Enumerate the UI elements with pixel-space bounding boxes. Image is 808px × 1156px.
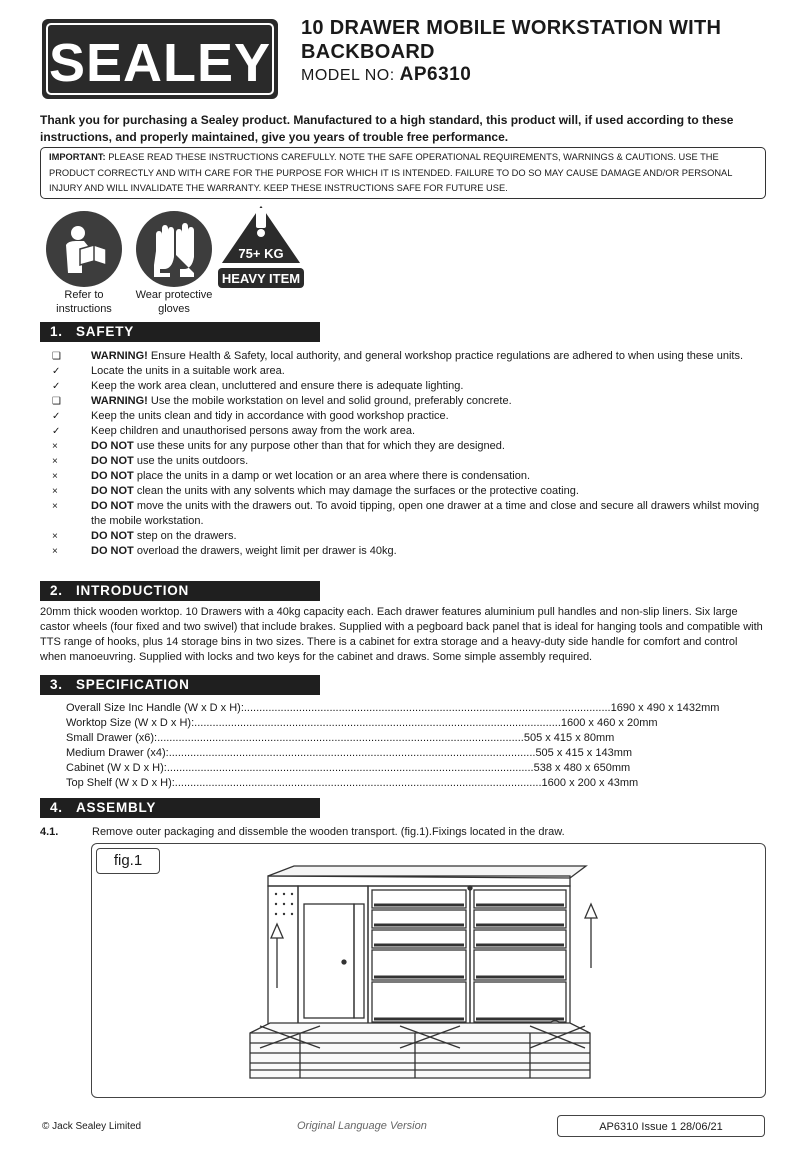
safety-marker: ✓ xyxy=(52,411,61,422)
specification-table xyxy=(66,701,720,791)
safety-bold: DO NOT xyxy=(91,440,134,452)
safety-body: Keep children and unauthorised persons away from the work area. xyxy=(91,425,416,437)
section-header-assembly xyxy=(40,798,320,818)
model-value: AP6310 xyxy=(399,64,472,85)
safety-body: Keep the work area clean, uncluttered and ensure there is adequate lighting. xyxy=(91,380,464,392)
section-header-safety xyxy=(40,322,320,342)
workstation-illustration xyxy=(240,858,600,1090)
safety-text xyxy=(91,424,764,439)
sealey-logo xyxy=(42,19,278,99)
safety-text xyxy=(91,544,764,559)
safety-marker: × xyxy=(52,546,58,557)
spec-leader: ........................................................................................................................ xyxy=(157,732,524,744)
gloves-caption: Wear protective gloves xyxy=(135,289,213,315)
copyright: © Jack Sealey Limited xyxy=(42,1121,142,1132)
safety-item xyxy=(52,424,764,439)
safety-bold: DO NOT xyxy=(91,545,134,557)
safety-marker: × xyxy=(52,456,58,467)
spec-label: Small Drawer (x6): xyxy=(66,732,158,744)
important-box xyxy=(40,147,766,199)
safety-marker: × xyxy=(52,471,58,482)
safety-text xyxy=(91,409,764,424)
spec-label: Medium Drawer (x4): xyxy=(66,747,169,759)
section-title: INTRODUCTION xyxy=(76,583,190,598)
safety-marker: × xyxy=(52,441,58,452)
language-version: Original Language Version xyxy=(297,1120,427,1132)
section-number: 4. xyxy=(50,800,63,815)
important-label: IMPORTANT: xyxy=(49,152,106,162)
safety-body: Locate the units in a suitable work area. xyxy=(91,365,285,377)
spec-value: 1690 x 490 x 1432mm xyxy=(610,702,720,714)
safety-item xyxy=(52,439,764,454)
safety-item xyxy=(52,364,764,379)
safety-marker: ✓ xyxy=(52,426,61,437)
safety-body: Keep the units clean and tidy in accordance with good workshop practice. xyxy=(91,410,449,422)
important-text: PLEASE READ THESE INSTRUCTIONS CAREFULLY. NOTE THE SAFE OPERATIONAL REQUIREMENTS, WARNINGS & CAUTIONS. USE THE PRODUCT CORRECTLY AND WITH CARE FOR THE PURPOSE FOR WHICH IT IS INTENDED. FAILURE TO DO SO MAY CAUSE DAMAGE AND/OR PERSONAL INJURY AND WILL INVALIDATE THE WARRANTY. KEEP THESE INSTRUCTIONS SAFE FOR FUTURE USE. xyxy=(49,152,733,193)
spec-value: 505 x 415 x 143mm xyxy=(535,747,633,759)
safety-marker: × xyxy=(52,486,58,497)
section-header-specification xyxy=(40,675,320,695)
figure-label: fig.1 xyxy=(96,848,160,874)
spec-value: 1600 x 460 x 20mm xyxy=(560,717,658,729)
spec-leader: ........................................................................................................................ xyxy=(174,777,542,789)
safety-body: overload the drawers, weight limit per drawer is 40kg. xyxy=(133,545,397,557)
step-number: 4.1. xyxy=(40,826,59,838)
model-number xyxy=(301,64,471,86)
safety-item xyxy=(52,544,764,559)
safety-item xyxy=(52,484,764,499)
step-text: Remove outer packaging and dissemble the wooden transport. (fig.1).Fixings located in the draw. xyxy=(92,826,565,838)
model-label: MODEL NO: xyxy=(301,67,395,84)
spec-row xyxy=(66,746,633,761)
safety-marker: ❑ xyxy=(52,396,61,407)
safety-bold: DO NOT xyxy=(91,530,134,542)
thank-you-text: Thank you for purchasing a Sealey product. Manufactured to a high standard, this product will, if used according to these instructions, and properly maintained, give you years of trouble free performance. xyxy=(40,113,734,144)
spec-row xyxy=(66,776,639,791)
safety-bold: WARNING! xyxy=(91,350,148,362)
introduction-text: 20mm thick wooden worktop. 10 Drawers with a 40kg capacity each. Each drawer features aluminium pull handles and non-slip liners. Six large castor wheels (four fixed and two swivel) that include brakes. Supplied with a pegboard back panel that is ideal for hanging tools and compatible with TTS range of hooks, plus 14 storage bins in two sizes. There is a cabinet for extra storage and a heavy-duty side handle for comfort and control when manoeuvring. Supplied with locks and two keys for the cabinet and draws. Some simple assembly required. xyxy=(40,606,763,663)
spec-leader: ........................................................................................................................ xyxy=(166,762,534,774)
safety-text xyxy=(91,469,764,484)
safety-bold: DO NOT xyxy=(91,470,134,482)
spec-row xyxy=(66,731,615,746)
spec-row xyxy=(66,701,720,716)
safety-body: step on the drawers. xyxy=(133,530,237,542)
section-number: 3. xyxy=(50,677,63,692)
safety-body: use the units outdoors. xyxy=(133,455,249,467)
weight-text: 75+ KG xyxy=(238,246,284,261)
safety-marker: ❑ xyxy=(52,351,61,362)
spec-label: Overall Size Inc Handle (W x D x H): xyxy=(66,702,244,714)
safety-item xyxy=(52,394,764,409)
safety-item xyxy=(52,499,764,529)
safety-text xyxy=(91,439,764,454)
safety-bold: WARNING! xyxy=(91,395,148,407)
safety-text xyxy=(91,364,764,379)
safety-bold: DO NOT xyxy=(91,455,134,467)
safety-body: clean the units with any solvents which may damage the surfaces or the protective coating. xyxy=(133,485,579,497)
section-number: 2. xyxy=(50,583,63,598)
safety-list xyxy=(52,349,764,559)
refer-instructions-icon xyxy=(46,211,122,287)
safety-body: Ensure Health & Safety, local authority, and general workshop practice regulations are adhered to when using these units. xyxy=(147,350,743,362)
assembly-step xyxy=(40,825,766,840)
safety-item xyxy=(52,529,764,544)
spec-label: Worktop Size (W x D x H): xyxy=(66,717,195,729)
page-title: 10 DRAWER MOBILE WORKSTATION WITH BACKBOARD xyxy=(301,17,722,63)
safety-body: use these units for any purpose other than that for which they are designed. xyxy=(133,440,505,452)
safety-marker: ✓ xyxy=(52,366,61,377)
spec-leader: ........................................................................................................................ xyxy=(194,717,561,729)
section-title: ASSEMBLY xyxy=(76,800,157,815)
safety-body: move the units with the drawers out. To avoid tipping, open one drawer at a time and close and secure all drawers whilst moving the mobile workstation. xyxy=(91,500,760,527)
gloves-icon xyxy=(136,211,212,287)
safety-text xyxy=(91,379,764,394)
refer-caption: Refer to instructions xyxy=(56,289,112,315)
spec-label: Cabinet (W x D x H): xyxy=(66,762,167,774)
safety-marker: × xyxy=(52,531,58,542)
heavy-item-icon xyxy=(216,202,306,292)
section-title: SPECIFICATION xyxy=(76,677,190,692)
section-header-introduction xyxy=(40,581,320,601)
safety-text xyxy=(91,454,764,469)
safety-bold: DO NOT xyxy=(91,500,134,512)
safety-text xyxy=(91,349,764,364)
safety-bold: DO NOT xyxy=(91,485,134,497)
safety-text xyxy=(91,499,764,529)
safety-body: place the units in a damp or wet location or an area where there is condensation. xyxy=(133,470,531,482)
issue-info: AP6310 Issue 1 28/06/21 xyxy=(557,1115,765,1137)
spec-row xyxy=(66,761,631,776)
safety-item xyxy=(52,409,764,424)
safety-text xyxy=(91,394,764,409)
section-number: 1. xyxy=(50,324,63,339)
spec-value: 538 x 480 x 650mm xyxy=(533,762,631,774)
logo-text: SEALEY xyxy=(48,33,272,93)
safety-item xyxy=(52,379,764,394)
spec-leader: ........................................................................................................................ xyxy=(168,747,536,759)
spec-value: 505 x 415 x 80mm xyxy=(523,732,615,744)
safety-item xyxy=(52,469,764,484)
section-title: SAFETY xyxy=(76,324,135,339)
spec-value: 1600 x 200 x 43mm xyxy=(541,777,639,789)
spec-label: Top Shelf (W x D x H): xyxy=(66,777,175,789)
spec-row xyxy=(66,716,658,731)
safety-item xyxy=(52,454,764,469)
spec-leader: ........................................................................................................................ xyxy=(243,702,611,714)
safety-text xyxy=(91,529,764,544)
safety-body: Use the mobile workstation on level and solid ground, preferably concrete. xyxy=(147,395,512,407)
safety-marker: × xyxy=(52,501,58,512)
safety-marker: ✓ xyxy=(52,381,61,392)
safety-text xyxy=(91,484,764,499)
heavy-item-text: HEAVY ITEM xyxy=(221,271,301,286)
safety-item xyxy=(52,349,764,364)
